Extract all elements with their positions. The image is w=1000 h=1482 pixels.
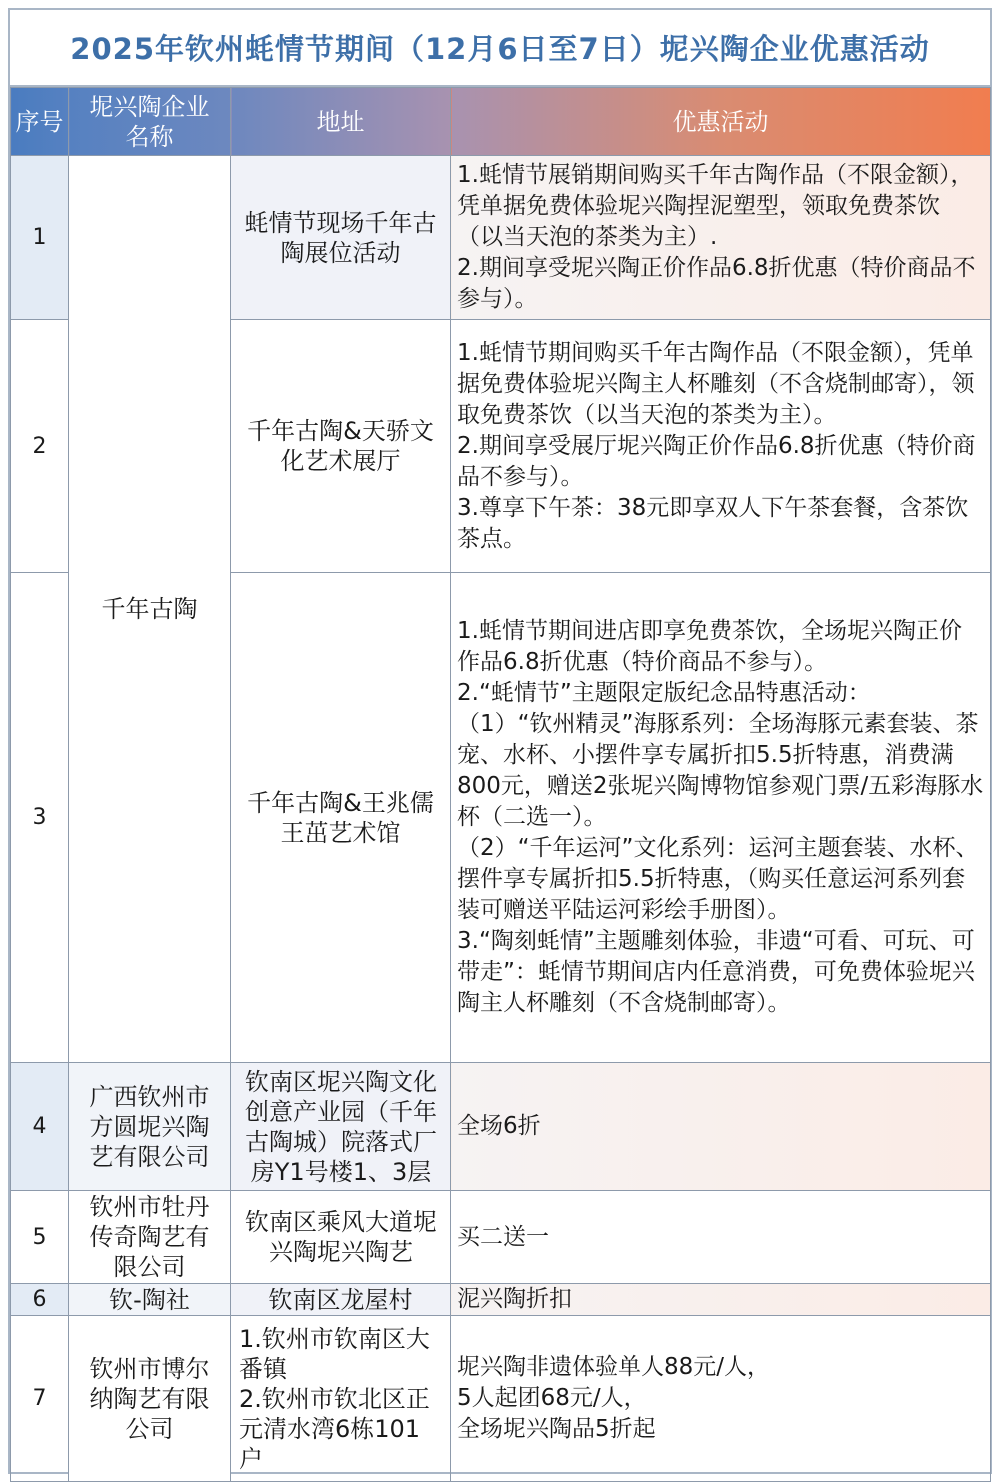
address [231,1316,451,1482]
company-name: 钦-陶社 [69,1284,231,1316]
company-name-text: 千年古陶 [101,595,198,623]
address-text: 钦南区坭兴陶文化创意产业园（千年古陶城）院落式厂房Y1号楼1、3层 [245,1067,437,1186]
row-number: 6 [11,1284,69,1316]
offer-line: 全场坭兴陶品5折起 [457,1416,656,1442]
table-row [11,156,991,320]
header-offer: 优惠活动 [451,88,991,156]
row-number: 3 [11,573,69,1063]
table-row [11,1191,991,1284]
address [231,320,451,573]
address-line: 1.钦州市钦南区大番镇 [239,1324,430,1383]
company-name [69,1316,231,1482]
header-address: 地址 [231,88,451,156]
promotion-table [10,87,991,1482]
page-title: 2025年钦州蚝情节期间（12月6日至7日）坭兴陶企业优惠活动 [10,10,990,87]
row-number: 1 [11,156,69,320]
offer-line: 1.蚝情节期间购买千年古陶作品（不限金额），凭单据免费体验坭兴陶主人杯雕刻（不含烧制邮寄），领取免费茶饮（以当天泡的茶类为主）。 [457,339,975,428]
offer [451,1191,991,1284]
offer-line: 坭兴陶非遗体验单人88元/人， [457,1354,771,1380]
row-number: 4 [11,1063,69,1191]
offer-line: 泥兴陶折扣 [457,1286,572,1312]
table-header-row [11,88,991,156]
company-name-text: 钦州市牡丹传奇陶艺有限公司 [89,1193,210,1281]
company-name [69,156,231,1063]
offer-line: 2.期间享受展厅坭兴陶正价作品6.8折优惠（特价商品不参与）。 [457,432,976,490]
company-name-text: 广西钦州市方圆坭兴陶艺有限公司 [89,1082,210,1171]
offer-line: 2.期间享受坭兴陶正价作品6.8折优惠（特价商品不参与）。 [457,255,976,312]
row-number: 7 [11,1316,69,1482]
header-no: 序号 [11,88,69,156]
offer-line: （1）“钦州精灵”海豚系列：全场海豚元素套装、茶宠、水杯、小摆件享专属折扣5.5折特惠，消费满800元，赠送2张坭兴陶博物馆参观门票/五彩海豚水杯（二选一）。 [457,711,984,830]
table-row [11,1316,991,1482]
offer-line: 1.蚝情节期间进店即享免费茶饮，全场坭兴陶正价作品6.8折优惠（特价商品不参与）。 [457,618,962,675]
offer [451,320,991,573]
address [231,156,451,320]
offer-line: 5人起团68元/人， [457,1385,647,1411]
company-name [69,1191,231,1284]
company-name [69,1063,231,1191]
offer-line: 全场6折 [457,1113,541,1139]
address: 钦南区龙屋村 [231,1284,451,1316]
promotion-table-frame [8,8,992,1474]
offer-line: 2.“蚝情节”主题限定版纪念品特惠活动： [457,680,871,706]
header-company-name [69,88,231,156]
offer-line: 3.尊享下午茶：38元即享双人下午茶套餐，含茶饮茶点。 [457,494,969,552]
offer [451,573,991,1063]
address-text: 钦南区乘风大道坭兴陶坭兴陶艺 [245,1208,437,1266]
offer-line: （2）“千年运河”文化系列：运河主题套装、水杯、摆件享专属折扣5.5折特惠，（购买任意运河系列套装可赠送平陆运河彩绘手册图）。 [457,835,979,923]
offer-line: 3.“陶刻蚝情”主题雕刻体验，非遗“可看、可玩、可带走”：蚝情节期间店内任意消费，可免费体验坭兴陶主人杯雕刻（不含烧制邮寄）。 [457,928,975,1016]
offer-line: 买二送一 [457,1223,549,1250]
row-number: 5 [11,1191,69,1284]
address-text: 千年古陶&王兆儒王茁艺术馆 [247,788,434,847]
address [231,573,451,1063]
table-row [11,1063,991,1191]
offer [451,1284,991,1316]
row-number: 2 [11,320,69,573]
address-text: 千年古陶&天骄文化艺术展厅 [247,417,434,475]
offer [451,1063,991,1191]
address [231,1063,451,1191]
offer [451,1316,991,1482]
table-row [11,1284,991,1316]
header-company-name-text: 坭兴陶企业名称 [89,92,210,151]
offer [451,156,991,320]
company-name-text: 钦州市博尔纳陶艺有限公司 [89,1354,210,1443]
address-text: 蚝情节现场千年古陶展位活动 [244,208,437,267]
offer-line: 1.蚝情节展销期间购买千年古陶作品（不限金额），凭单据免费体验坭兴陶捏泥塑型，领取免费茶饮（以当天泡的茶类为主）. [457,162,974,250]
address-line: 2.钦州市钦北区正元清水湾6栋101户 [239,1384,430,1473]
address [231,1191,451,1284]
